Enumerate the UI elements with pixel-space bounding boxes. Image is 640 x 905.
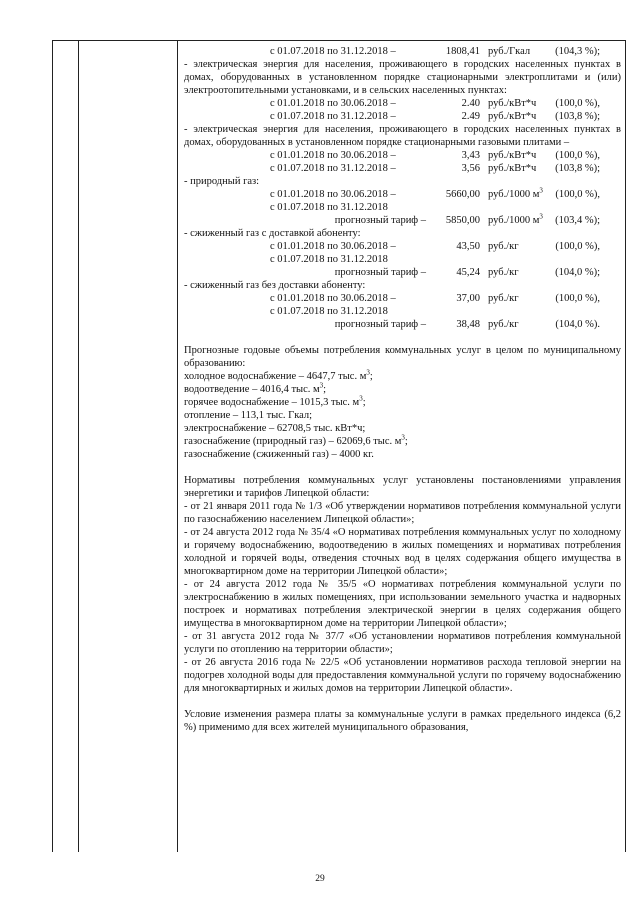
- norms-intro: Нормативы потребления коммунальных услуг установлены постановлениями управления энергетики и тарифов Липецкой области:: [184, 475, 621, 499]
- lpg-delivery-intro: - сжиженный газ с доставкой абоненту:: [184, 228, 361, 239]
- natural-gas-intro: - природный газ:: [184, 176, 260, 187]
- tariff-row: с 01.01.2018 по 30.06.2018 – 3,43 руб./кВт*ч (100,0 %),: [270, 150, 600, 161]
- tariff-row-forecast: прогнозный тариф – 5850,00 руб./1000 $м^3$ (103,4 %);: [334, 212, 600, 226]
- tariff-row: с 01.07.2018 по 31.12.2018: [270, 306, 388, 317]
- norm-item: - от 24 августа 2012 года № 35/5 «О нормативах потребления коммунальной услуги по электроснабжению в жилых помещениях, при использовании земельного участка и надворных построек и нормативах потребления электрической энергии в целях содержания общего имущества в многоквартирном доме на территории Липецкой области»;: [184, 579, 621, 629]
- volume-sewerage: водоотведение – 4016,4 тыс. $м^3$;: [184, 381, 327, 395]
- tariff-row: с 01.07.2018 по 31.12.2018 – 3,56 руб./кВт*ч (103,8 %);: [270, 163, 600, 174]
- tariff-row: с 01.07.2018 по 31.12.2018: [270, 254, 388, 265]
- tariff-row-heat: с 01.07.2018 по 31.12.2018 – 1808,41 руб./Гкал (104,3 %);: [270, 46, 600, 57]
- tariff-row: с 01.01.2018 по 30.06.2018 – 37,00 руб./кг (100,0 %),: [270, 293, 600, 304]
- closing-paragraph: Условие изменения размера платы за коммунальные услуги в рамках предельного индекса (6,2 %) применимо для всех жителей муниципального образования,: [184, 709, 621, 733]
- tariff-row: с 01.07.2018 по 31.12.2018 – 2.49 руб./кВт*ч (103,8 %);: [270, 111, 600, 122]
- lpg-nodelivery-intro: - сжиженный газ без доставки абоненту:: [184, 280, 366, 291]
- elec-stoves-intro: - электрическая энергия для населения, проживающего в городских населенных пунктах в домах, оборудованных в установленном порядке стационарными электроплитами и (или) электроотопительными установками, и в сельских населенных пунктах:: [184, 59, 621, 96]
- norm-item: - от 24 августа 2012 года № 35/4 «О нормативах потребления коммунальных услуг по холодному и горячему водоснабжению, водоотведению в жилых помещениях и нормативах потребления холодной и горячей воды, отведения сточных вод в целях содержания общего имущества в многоквартирном доме на территории Липецкой области»;: [184, 527, 621, 577]
- tariff-row: с 01.01.2018 по 30.06.2018 – 2.40 руб./кВт*ч (100,0 %),: [270, 98, 600, 109]
- column-divider: [78, 41, 79, 852]
- volume-hot-water: горячее водоснабжение – 1015,3 тыс. $м^3$;: [184, 394, 366, 408]
- tariff-row-forecast: прогнозный тариф – 38,48 руб./кг (104,0 %).: [334, 319, 600, 330]
- volume-electricity: электроснабжение – 62708,5 тыс. кВт*ч;: [184, 423, 366, 434]
- document-table: [52, 40, 626, 852]
- volumes-intro: Прогнозные годовые объемы потребления коммунальных услуг в целом по муниципальному образованию:: [184, 345, 621, 369]
- tariff-row: с 01.01.2018 по 30.06.2018 – 5660,00 руб./1000 $м^3$ (100,0 %),: [270, 186, 600, 200]
- cell-content: [184, 45, 621, 734]
- norm-item: - от 26 августа 2016 года № 22/5 «Об установлении нормативов расхода тепловой энергии на подогрев холодной воды для предоставления коммунальной услуги по горячему водоснабжению для многоквартирных и жилых домов на территории Липецкой области».: [184, 657, 621, 694]
- norm-item: - от 31 августа 2012 года № 37/7 «Об установлении нормативов потребления коммунальной услуги по отоплению на территории области»;: [184, 631, 621, 655]
- page-number: 29: [315, 874, 325, 884]
- volume-lpg: газоснабжение (сжиженный газ) – 4000 кг.: [184, 449, 374, 460]
- volume-natural-gas: газоснабжение (природный газ) – 62069,6 тыс. $м^3$;: [184, 433, 408, 447]
- norm-item: - от 21 января 2011 года № 1/3 «Об утверждении нормативов потребления коммунальной услуги по газоснабжению населением Липецкой области»;: [184, 501, 621, 525]
- tariff-row: с 01.01.2018 по 30.06.2018 – 43,50 руб./кг (100,0 %),: [270, 241, 600, 252]
- elec-gas-stoves-intro: - электрическая энергия для населения, проживающего в городских населенных пунктах в домах, оборудованных в установленном порядке стационарными газовыми плитами –: [184, 124, 621, 148]
- volume-cold-water: холодное водоснабжение – 4647,7 тыс. $м^3$;: [184, 368, 373, 382]
- column-divider: [177, 41, 178, 852]
- tariff-row: с 01.07.2018 по 31.12.2018: [270, 202, 388, 213]
- volume-heating: отопление – 113,1 тыс. Гкал;: [184, 410, 313, 421]
- tariff-row-forecast: прогнозный тариф – 45,24 руб./кг (104,0 %);: [334, 267, 600, 278]
